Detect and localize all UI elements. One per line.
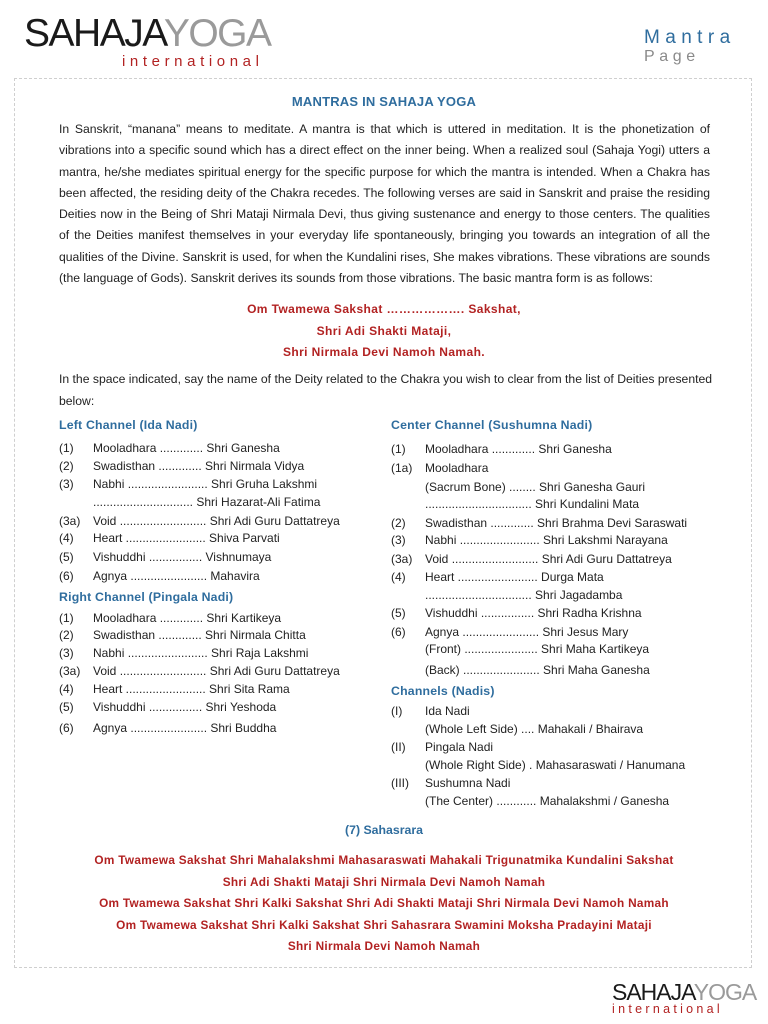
item-text: Mooladhara ............. Shri Ganesha [93,441,280,455]
item-number: (III) [391,776,409,790]
item-number: (3) [59,477,74,491]
logo-text-sahaja: SAHAJA [24,12,164,55]
item-text: ................................ Shri Kundalini Mata [425,497,640,511]
item-number: (4) [59,682,74,696]
item-number: (5) [59,700,74,714]
basic-mantra-line: Shri Adi Shakti Mataji, [316,323,452,338]
item-text: Nabhi ........................ Shri Lakshmi Narayana [425,533,668,547]
instruction-paragraph: In the space indicated, say the name of the Deity related to the Chakra you wish to clear from the list of Deities presented below: [59,372,713,408]
item-text: Mooladhara ............. Shri Ganesha [425,442,612,456]
item-text: Heart ........................ Durga Mata [425,570,604,584]
item-number: (II) [391,740,406,754]
item-text: (Whole Left Side) .... Mahakali / Bhairava [425,722,644,736]
item-text: Swadisthan ............. Shri Nirmala Chitta [93,628,306,642]
channels-heading: Channels (Nadis) [391,684,495,698]
item-text: (Whole Right Side) . Mahasaraswati / Hanumana [425,758,686,772]
item-number: (4) [391,570,406,584]
item-text: Mooladhara [425,461,489,475]
item-number: (5) [391,606,406,620]
sahasrara-mantra-line: Shri Nirmala Devi Namoh Namah [287,939,481,954]
item-text: Swadisthan ............. Shri Brahma Devi Saraswati [425,516,688,530]
sahasrara-mantra-line: Shri Adi Shakti Mataji Shri Nirmala Devi Namoh Namah [222,874,546,889]
item-number: (1) [59,441,74,455]
footer-logo-subtitle: international [612,1002,724,1016]
item-text: Mooladhara ............. Shri Kartikeya [93,611,282,625]
sahasrara-mantra-line: Om Twamewa Sakshat Shri Kalki Sakshat Shri Adi Shakti Mataji Shri Nirmala Devi Namoh Namah [99,896,669,911]
footer-logo [612,980,756,1004]
item-number: (3) [59,646,74,660]
logo-text-yoga: YOGA [163,12,271,55]
item-text: Heart ........................ Shiva Parvati [93,531,280,545]
item-text: Pingala Nadi [425,740,494,754]
left-column [59,418,379,748]
item-text: (Sacrum Bone) ........ Shri Ganesha Gauri [425,480,646,494]
item-text: (Back) ....................... Shri Maha Ganesha [425,663,650,677]
sahasrara-mantras [0,850,768,958]
footer-logo-text-yoga: YOGA [693,979,757,1005]
basic-mantra-line: Om Twamewa Sakshat ………………. Sakshat, [247,302,521,316]
item-text: Agnya ....................... Shri Buddha [93,721,277,735]
item-text: Void .......................... Shri Adi Guru Dattatreya [425,552,672,566]
item-text: ................................ Shri Jagadamba [425,588,623,602]
intro-paragraph: In Sanskrit, “manana” means to meditate. A mantra is that which is uttered in meditation. It is the phonetization of vibrations into a specific sound which has a direct effect on the inner being. When a realized soul (Sahaja Yogi) utters a mantra, he/she mediates spiritual energy for the specific purpose for which the mantra is intended. When a Chakra has been affected, the residing deity of the Chakra recedes. The following verses are said in Sanskrit and praise the residing Deities now in the Being of Shri Mataji Nirmala Devi, thus giving sustenance and energy to those centers. The qualities of the Deities manifest themselves in your everyday life spontaneously, bringing you towards an integration of all the qualities of the Divine. Sanskrit is used, for when the Kundalini rises, She makes vibrations. These vibrations are sounds (the language of Gods). Sanskrit derives its sounds from those vibrations. The basic mantra form is as follows: [59,122,710,286]
item-text: Void .......................... Shri Adi Guru Dattatreya [93,514,340,528]
item-number: (3a) [59,514,81,528]
item-text: Vishuddhi ................ Shri Yeshoda [93,700,277,714]
item-text: Void .......................... Shri Adi Guru Dattatreya [93,664,340,678]
sahasrara-mantra-line: Om Twamewa Sakshat Shri Mahalakshmi Mahasaraswati Mahakali Trigunatmika Kundalini Sakshat [94,853,674,867]
page-header [0,0,768,76]
page-title: MANTRAS IN SAHAJA YOGA [291,94,477,109]
item-text: Ida Nadi [425,704,470,718]
item-number: (2) [59,628,74,642]
footer-logo-text-sahaja: SAHAJA [612,979,694,1005]
item-text: Heart ........................ Shri Sita Rama [93,682,290,696]
item-number: (1a) [391,461,413,475]
right-channel-heading: Right Channel (Pingala Nadi) [59,590,234,604]
item-text: .............................. Shri Hazarat-Ali Fatima [93,495,321,509]
item-number: (6) [391,625,406,639]
left-channel-heading: Left Channel (Ida Nadi) [59,418,198,432]
item-number: (2) [59,459,74,473]
logo-subtitle: international [122,53,264,70]
item-text: (Front) ...................... Shri Maha Kartikeya [425,642,650,656]
item-number: (6) [59,569,74,583]
sahasrara-heading: (7) Sahasrara [345,823,423,837]
center-channel-heading: Center Channel (Sushumna Nadi) [391,418,593,432]
item-number: (4) [59,531,74,545]
item-number: (1) [391,442,406,456]
item-text: Sushumna Nadi [425,776,511,790]
basic-mantra [0,299,768,364]
page-tag-mantra: Mantra [644,27,736,48]
item-number: (I) [391,704,403,718]
item-number: (1) [59,611,74,625]
right-column [391,418,721,818]
page-tag-page: Page [644,48,700,65]
item-text: (The Center) ............ Mahalakshmi / Ganesha [425,794,670,808]
item-text: Swadisthan ............. Shri Nirmala Vidya [93,459,305,473]
item-number: (2) [391,516,406,530]
item-text: Vishuddhi ................ Shri Radha Krishna [425,606,642,620]
item-text: Nabhi ........................ Shri Gruha Lakshmi [93,477,318,491]
item-number: (3a) [391,552,413,566]
sahasrara-mantra-line: Om Twamewa Sakshat Shri Kalki Sakshat Shri Sahasrara Swamini Moksha Pradayini Mataji [116,917,652,932]
item-number: (3a) [59,664,81,678]
item-text: Agnya ....................... Mahavira [93,569,260,583]
item-number: (5) [59,550,74,564]
basic-mantra-line: Shri Nirmala Devi Namoh Namah. [282,345,486,359]
item-text: Agnya ....................... Shri Jesus Mary [425,625,629,639]
sahajayoga-logo [24,14,271,54]
item-number: (6) [59,721,74,735]
item-text: Vishuddhi ................ Vishnumaya [93,550,272,564]
item-text: Nabhi ........................ Shri Raja Lakshmi [93,646,309,660]
item-number: (3) [391,533,406,547]
